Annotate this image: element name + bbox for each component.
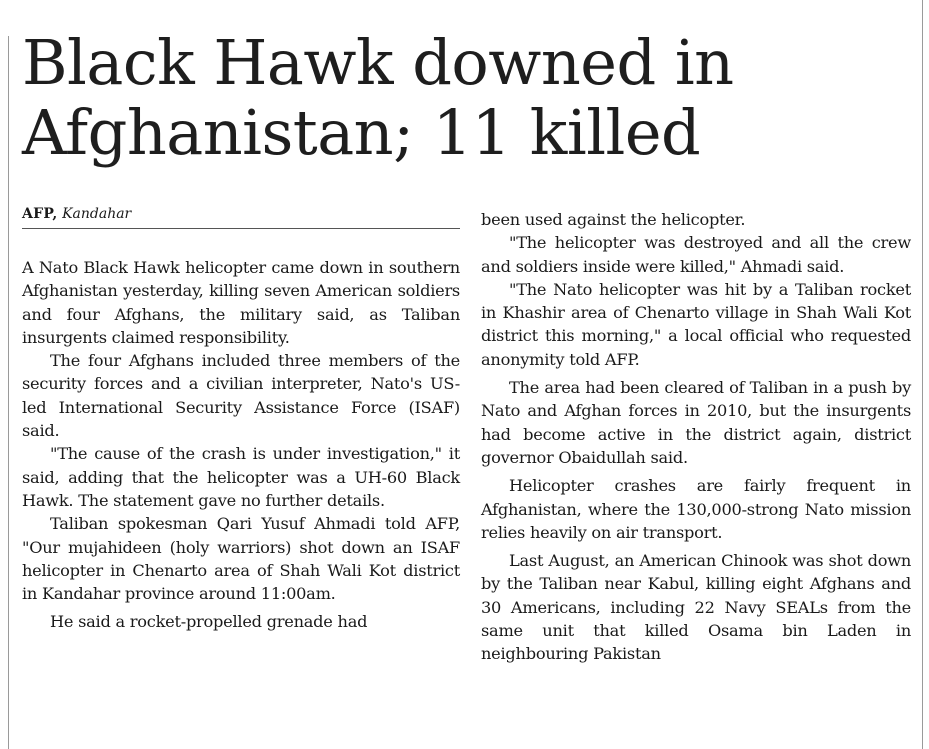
byline-location: Kandahar bbox=[62, 206, 132, 222]
paragraph: "The cause of the crash is under investigation," it said, adding that the helicopter was a UH-60 Black Hawk. The statement gave no further details. bbox=[22, 444, 460, 510]
headline: Black Hawk downed in Afghanistan; 11 killed bbox=[22, 26, 734, 169]
paragraph: He said a rocket-propelled grenade had bbox=[50, 612, 368, 632]
byline bbox=[22, 204, 460, 229]
article-column-left bbox=[22, 256, 460, 634]
paragraph: The area had been cleared of Taliban in a push by Nato and Afghan forces in 2010, but the insurgents had become active in the district again, district governor Obaidullah said. bbox=[481, 378, 911, 467]
article-column-right bbox=[481, 208, 911, 666]
left-column-rule bbox=[8, 36, 9, 749]
paragraph: been used against the helicopter. bbox=[481, 210, 746, 229]
right-column-rule bbox=[922, 0, 923, 749]
paragraph: "The helicopter was destroyed and all the crew and soldiers inside were killed," Ahmadi said. bbox=[481, 233, 911, 276]
paragraph: The four Afghans included three members of the security forces and a civilian interpreter, Nato's US-led International Security Assistance Force (ISAF) said. bbox=[22, 351, 460, 441]
byline-source: AFP, bbox=[22, 206, 58, 222]
paragraph: "The Nato helicopter was hit by a Taliban rocket in Khashir area of Chenarto village in Shah Wali Kot district this morning," a local official who requested anonymity told AFP. bbox=[481, 279, 911, 369]
paragraph: A Nato Black Hawk helicopter came down in southern Afghanistan yesterday, killing seven American soldiers and four Afghans, the military said, as Taliban insurgents claimed responsibility. bbox=[22, 258, 460, 347]
paragraph: Last August, an American Chinook was shot down by the Taliban near Kabul, killing eight Afghans and 30 Americans, including 22 Navy SEALs from the same unit that killed Osama bin Laden in neighbouring Pakistan bbox=[481, 551, 911, 664]
paragraph: Taliban spokesman Qari Yusuf Ahmadi told AFP, "Our mujahideen (holy warriors) shot down an ISAF helicopter in Chenarto area of Shah Wali Kot district in Kandahar province around 11:00am. bbox=[22, 514, 460, 604]
paragraph: Helicopter crashes are fairly frequent in Afghanistan, where the 130,000-strong Nato mission relies heavily on air transport. bbox=[481, 476, 911, 542]
